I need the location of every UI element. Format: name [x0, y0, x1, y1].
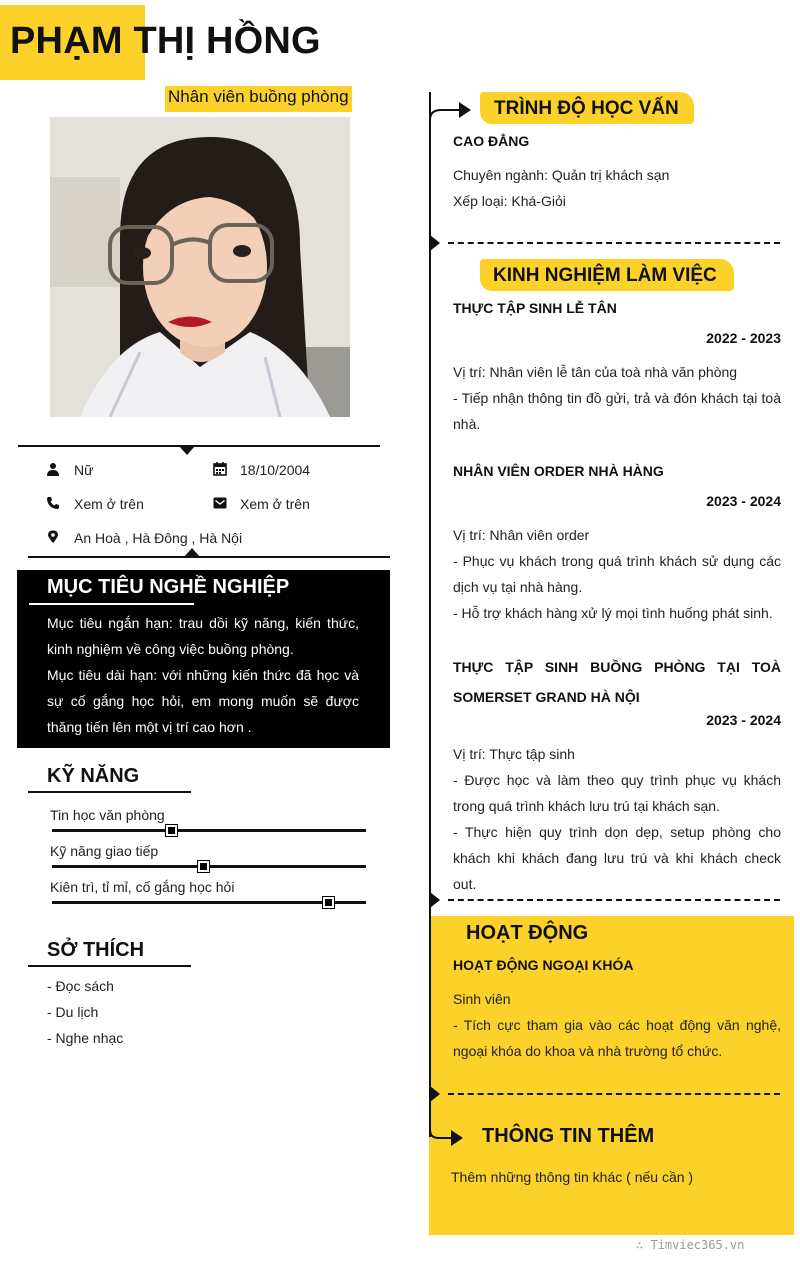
job-period: 2022 - 2023 [706, 330, 781, 346]
career-objective-section [17, 570, 390, 748]
skill-bar [52, 901, 366, 904]
info-top-divider [18, 445, 380, 447]
skill-bar [52, 865, 366, 868]
title-underline [28, 791, 191, 793]
job-title: Nhân viên buồng phòng [165, 86, 352, 112]
more-info-text: Thêm những thông tin khác ( nếu cần ) [451, 1169, 694, 1185]
section-divider [448, 242, 780, 244]
activity-description: - Tích cực tham gia vào các hoạt động văn nghệ, ngoại khóa do khoa và nhà trường tổ chức. [453, 1017, 781, 1059]
job-title: NHÂN VIÊN ORDER NHÀ HÀNG [453, 463, 664, 479]
job-line: - Được học và làm theo quy trình phục vụ khách trong quá trình khách lưu trú tại khách sạn. [453, 772, 781, 814]
divider-pointer [179, 446, 195, 455]
email-value: Xem ở trên [240, 496, 310, 512]
major-text: Chuyên ngành: Quản trị khách sạn [453, 167, 670, 183]
hobby-item: - Đọc sách [47, 978, 114, 994]
birthday-value: 18/10/2004 [240, 462, 311, 478]
hobby-item: - Nghe nhạc [47, 1030, 124, 1046]
hobbies-title: SỞ THÍCH [47, 939, 145, 961]
job-title: THỰC TẬP SINH LỄ TÂN [453, 300, 617, 316]
watermark: ∴ Timviec365.vn [636, 1238, 745, 1252]
profile-photo [50, 117, 350, 417]
title-underline [28, 965, 191, 967]
activity-name: HOẠT ĐỘNG NGOẠI KHÓA [453, 957, 634, 973]
job-line: - Hỗ trợ khách hàng xử lý mọi tình huống phát sinh. [453, 605, 773, 621]
career-objective-title: MỤC TIÊU NGHỀ NGHIỆP [47, 576, 290, 598]
long-term-goal: Mục tiêu dài hạn: với những kiến thức đã học và sự cố gắng học hỏi, em mong muốn sẽ được thăng tiến lên một vị trí cao hơn . [47, 667, 359, 735]
job-line: - Thực hiện quy trình dọn dẹp, setup phòng cho khách khi khách đang lưu trú và khi khách check out. [453, 824, 781, 892]
school-level: CAO ĐẲNG [453, 133, 530, 149]
timeline-marker [430, 1086, 440, 1102]
arrow-icon [429, 1120, 465, 1150]
timeline-marker [430, 892, 440, 908]
job-line: Vị trí: Thực tập sinh [453, 746, 575, 762]
job-line: - Phục vụ khách trong quá trình khách sử dụng các dịch vụ tại nhà hàng. [453, 553, 781, 595]
section-divider [448, 1093, 780, 1095]
job-title: THỰC TẬP SINH BUỒNG PHÒNG TẠI TOÀ SOMERSET GRAND HÀ NỘI [453, 659, 781, 705]
title-underline [29, 603, 194, 605]
skill-level-marker [323, 897, 334, 908]
timeline-marker [430, 235, 440, 251]
calendar-icon [213, 462, 227, 476]
skill-label: Tin học văn phòng [50, 807, 165, 823]
job-line: - Tiếp nhận thông tin đồ gửi, trả và đón khách tại toà nhà. [453, 390, 781, 432]
job-description [453, 522, 781, 626]
skill-label: Kỹ năng giao tiếp [50, 843, 159, 859]
job-description [453, 359, 781, 437]
skill-bar [52, 829, 366, 832]
phone-value: Xem ở trên [74, 496, 144, 512]
arrow-icon [429, 98, 473, 122]
career-objective-text [47, 610, 359, 740]
location-icon [46, 530, 60, 544]
job-description [453, 741, 781, 897]
activity-role: Sinh viên [453, 991, 511, 1007]
skill-label: Kiên trì, tỉ mỉ, cố gắng học hỏi [50, 879, 235, 895]
email-icon [213, 496, 227, 510]
grade-text: Xếp loại: Khá-Giỏi [453, 193, 566, 209]
section-divider [448, 899, 780, 901]
portrait-illustration [50, 117, 350, 417]
job-line: Vị trí: Nhân viên lễ tân của toà nhà văn phòng [453, 364, 738, 380]
user-icon [46, 462, 60, 476]
skills-title: KỸ NĂNG [47, 765, 140, 787]
job-period: 2023 - 2024 [706, 493, 781, 509]
phone-icon [46, 496, 60, 510]
candidate-name: PHẠM THỊ HỒNG [10, 20, 321, 62]
gender-value: Nữ [74, 462, 94, 478]
info-bottom-divider [28, 556, 390, 558]
skill-level-marker [198, 861, 209, 872]
job-period: 2023 - 2024 [706, 712, 781, 728]
hobby-item: - Du lịch [47, 1004, 99, 1020]
more-info-title: THÔNG TIN THÊM [482, 1125, 655, 1147]
job-line: Vị trí: Nhân viên order [453, 527, 590, 543]
education-title: TRÌNH ĐỘ HỌC VẤN [494, 98, 679, 119]
short-term-goal: Mục tiêu ngắn hạn: trau dồi kỹ năng, kiến thức, kinh nghiệm về công việc buồng phòng. [47, 615, 359, 657]
experience-title: KINH NGHIỆM LÀM VIỆC [493, 265, 717, 286]
skill-level-marker [166, 825, 177, 836]
address-value: An Hoà , Hà Đông , Hà Nội [74, 530, 243, 546]
activities-title: HOẠT ĐỘNG [466, 922, 589, 944]
